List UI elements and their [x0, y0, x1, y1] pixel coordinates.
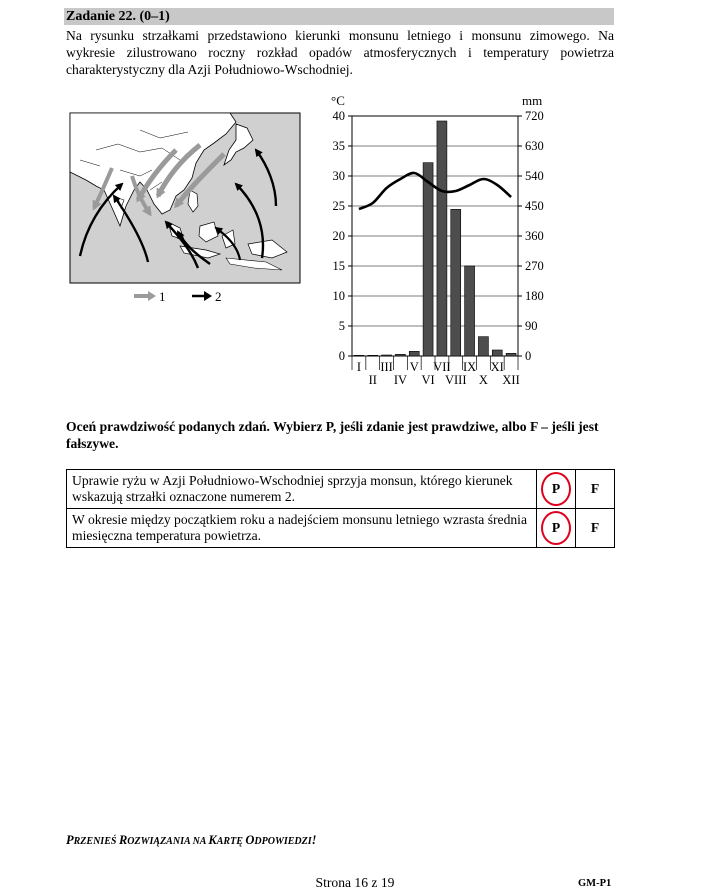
legend-label-1: 1	[159, 289, 166, 304]
statement-2: W okresie między początkiem roku a nadejściem monsunu letniego wzrasta średnia miesięczna temperatura powietrza.	[67, 509, 537, 548]
legend-label-2: 2	[215, 289, 222, 304]
right-tick-label: 0	[525, 349, 532, 363]
month-label: III	[380, 360, 393, 374]
month-label: IX	[462, 360, 477, 374]
month-label: XI	[490, 360, 504, 374]
option-p-label: P	[551, 481, 561, 496]
legend-item-2	[192, 289, 222, 304]
option-p-label: P	[551, 520, 561, 535]
gray-arrowhead-icon	[148, 291, 156, 301]
left-tick-label: 40	[332, 109, 345, 123]
left-tick-label: 30	[332, 169, 345, 183]
precipitation-bar	[492, 350, 502, 356]
month-label: IV	[393, 373, 408, 387]
legend-item-1	[134, 289, 166, 304]
month-label: II	[368, 373, 377, 387]
statement-1: Uprawie ryżu w Azji Południowo-Wschodniej sprzyja monsun, którego kierunek wskazują strzałki oznaczone numerem 2.	[67, 470, 537, 509]
month-label: V	[409, 360, 419, 374]
right-tick-label: 630	[525, 139, 544, 153]
right-tick-label: 540	[525, 169, 544, 183]
precipitation-bar	[451, 209, 461, 356]
month-label: VII	[433, 360, 451, 374]
transfer-answers-note: PRZENIEŚ ROZWIĄZANIA NA KARTĘ ODPOWIEDZI!	[66, 833, 317, 847]
table-row	[67, 470, 615, 509]
month-label: XII	[502, 373, 520, 387]
figure	[0, 0, 710, 400]
exam-code: GM-P1	[578, 878, 612, 889]
right-tick-label: 720	[525, 109, 544, 123]
task-intro: Na rysunku strzałkami przedstawiono kierunki monsunu letniego i monsunu zimowego. Na wykresie zilustrowano roczny rozkład opadów atmosferycznych i temperatury powietrza charakterystyczny dla Azji Południowo-Wschodniej.	[66, 28, 614, 77]
right-tick-label: 360	[525, 229, 544, 243]
monsoon-map	[70, 113, 300, 283]
option-f-2[interactable]	[576, 509, 615, 548]
left-tick-label: 20	[332, 229, 345, 243]
left-tick-label: 15	[332, 259, 345, 273]
option-p-1[interactable]	[537, 470, 576, 509]
precipitation-bar	[409, 351, 419, 356]
right-tick-label: 270	[525, 259, 544, 273]
selection-circle-icon	[541, 511, 571, 545]
month-label: VIII	[444, 373, 467, 387]
black-arrowhead-icon	[204, 291, 212, 301]
selection-circle-icon	[541, 472, 571, 506]
precipitation-bar	[465, 266, 475, 356]
page-number: Strona 16 z 19	[315, 875, 395, 890]
month-label: I	[356, 360, 362, 374]
precipitation-bar	[354, 355, 364, 356]
table-row	[67, 509, 615, 548]
option-p-2[interactable]	[537, 509, 576, 548]
left-tick-label: 10	[332, 289, 345, 303]
right-tick-label: 90	[525, 319, 538, 333]
precipitation-bar	[382, 355, 392, 356]
left-axis-unit: °C	[331, 93, 345, 108]
left-tick-label: 5	[338, 319, 345, 333]
left-tick-label: 25	[332, 199, 345, 213]
month-label: VI	[421, 373, 435, 387]
precipitation-bar	[395, 354, 405, 356]
precipitation-bar	[506, 353, 516, 356]
precipitation-bar	[437, 121, 447, 356]
precipitation-bar	[478, 337, 488, 356]
climate-chart	[331, 93, 544, 387]
month-label: X	[478, 373, 488, 387]
precipitation-bar	[423, 163, 433, 356]
left-tick-label: 35	[332, 139, 345, 153]
option-f-label: F	[590, 481, 600, 496]
left-tick-label: 0	[338, 349, 345, 363]
right-axis-unit: mm	[522, 93, 543, 108]
right-tick-label: 180	[525, 289, 544, 303]
precipitation-bar	[368, 355, 378, 356]
question-text: Oceń prawdziwość podanych zdań. Wybierz P, jeśli zdanie jest prawdziwe, albo F – jeśli jest fałszywe.	[66, 419, 599, 451]
map-legend	[134, 289, 222, 304]
option-f-1[interactable]	[576, 470, 615, 509]
true-false-table	[66, 469, 615, 548]
right-tick-label: 450	[525, 199, 544, 213]
option-f-label: F	[590, 520, 600, 535]
task-title: Zadanie 22. (0–1)	[66, 9, 170, 24]
